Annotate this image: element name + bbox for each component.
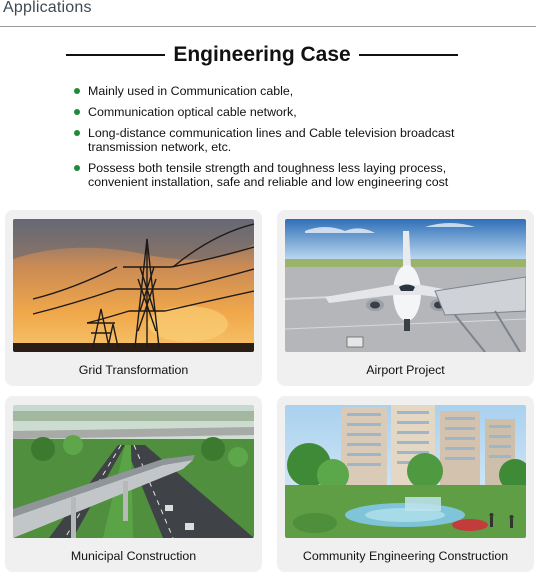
- case-card-municipal[interactable]: [5, 396, 262, 572]
- bullet-dot-icon: [74, 130, 80, 136]
- power-tower-photo: [13, 219, 254, 352]
- case-card-community[interactable]: [277, 396, 534, 572]
- card-caption[interactable]: Community Engineering Construction: [302, 549, 509, 563]
- case-card-airport[interactable]: [277, 210, 534, 386]
- engineering-case-heading: [66, 40, 458, 70]
- feature-item: [72, 126, 492, 154]
- feature-item: [72, 105, 492, 119]
- feature-item: [72, 84, 492, 98]
- case-card-grid[interactable]: [5, 210, 262, 386]
- bullet-dot-icon: [74, 88, 80, 94]
- section-title: Applications: [3, 0, 92, 16]
- highway-photo: [13, 405, 254, 538]
- feature-text: Mainly used in Communication cable,: [88, 84, 294, 98]
- card-caption[interactable]: Grid Transformation: [78, 363, 189, 377]
- heading-rule-right: [359, 54, 458, 56]
- heading-rule-left: [66, 54, 165, 56]
- residential-photo: [285, 405, 526, 538]
- card-caption[interactable]: Municipal Construction: [70, 549, 197, 563]
- feature-text: Possess both tensile strength and toughness less laying process, convenient installation, safe and reliable and low engineering cost: [88, 161, 449, 189]
- case-title: Engineering Case: [173, 43, 351, 66]
- card-caption[interactable]: Airport Project: [366, 363, 445, 377]
- bullet-dot-icon: [74, 165, 80, 171]
- feature-text: Long-distance communication lines and Cable television broadcast transmission network, etc.: [88, 126, 455, 154]
- feature-item: [72, 161, 492, 189]
- bullet-dot-icon: [74, 109, 80, 115]
- airplane-photo: [285, 219, 526, 352]
- section-header: [0, 0, 536, 27]
- feature-text: Communication optical cable network,: [88, 105, 297, 119]
- feature-list: [72, 84, 492, 196]
